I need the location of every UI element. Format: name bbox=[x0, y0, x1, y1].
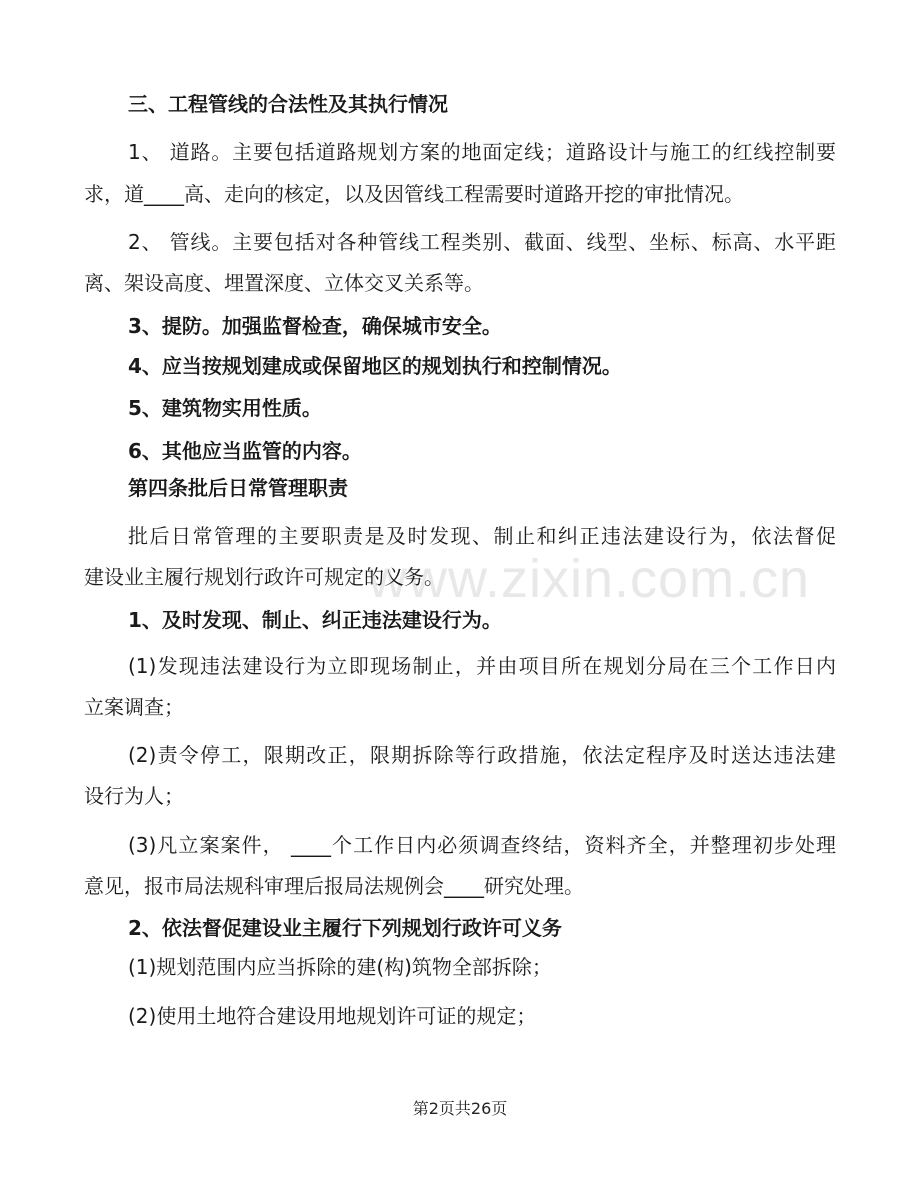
item-3-line2: 意见，报市局法规科审理后报局法规例会____研究处理。 bbox=[84, 874, 584, 898]
watermark: www.zixin.com.cn bbox=[368, 549, 811, 609]
obligation-item-2: (2)使用土地符合建设用地规划许可证的规定； bbox=[128, 1004, 537, 1028]
paragraph-duties-line2: 建设业主履行规划行政许可规定的义务。 bbox=[84, 565, 444, 589]
paragraph-duties-line1: 批后日常管理的主要职责是及时发现、制止和纠正违法建设行为，依法督促 bbox=[128, 524, 836, 548]
section-heading-3: 三、工程管线的合法性及其执行情况 bbox=[128, 92, 448, 116]
paragraph-road-line2: 求，道____高、走向的核定，以及因管线工程需要时道路开挖的审批情况。 bbox=[84, 182, 744, 206]
paragraph-road-line1: 1、 道路。主要包括道路规划方案的地面定线；道路设计与施工的红线控制要 bbox=[128, 140, 836, 164]
item-2-line1: (2)责令停工，限期改正，限期拆除等行政措施，依法定程序及时送达违法建 bbox=[128, 743, 836, 767]
item-4: 4、应当按规划建成或保留地区的规划执行和控制情况。 bbox=[128, 354, 622, 378]
item-3: 3、提防。加强监督检查，确保城市安全。 bbox=[128, 314, 502, 338]
item-5: 5、建筑物实用性质。 bbox=[128, 396, 322, 420]
article-4-heading: 第四条批后日常管理职责 bbox=[128, 476, 348, 500]
obligation-item-1: (1)规划范围内应当拆除的建(构)筑物全部拆除； bbox=[128, 955, 552, 979]
subsection-2-heading: 2、依法督促建设业主履行下列规划行政许可义务 bbox=[128, 916, 562, 940]
item-3-line1: (3)凡立案案件， ____个工作日内必须调查终结，资料齐全，并整理初步处理 bbox=[128, 833, 836, 857]
item-6: 6、其他应当监管的内容。 bbox=[128, 439, 362, 463]
subsection-1-heading: 1、及时发现、制止、纠正违法建设行为。 bbox=[128, 608, 502, 632]
item-1-line1: (1)发现违法建设行为立即现场制止，并由项目所在规划分局在三个工作日内 bbox=[128, 654, 836, 678]
item-2-line2: 设行为人； bbox=[84, 784, 184, 808]
item-1-line2: 立案调查； bbox=[84, 695, 184, 719]
page-number: 第2页共26页 bbox=[412, 1099, 508, 1118]
paragraph-pipeline-line2: 离、架设高度、埋置深度、立体交叉关系等。 bbox=[84, 271, 484, 295]
paragraph-pipeline-line1: 2、 管线。主要包括对各种管线工程类别、截面、线型、坐标、标高、水平距 bbox=[128, 230, 836, 254]
